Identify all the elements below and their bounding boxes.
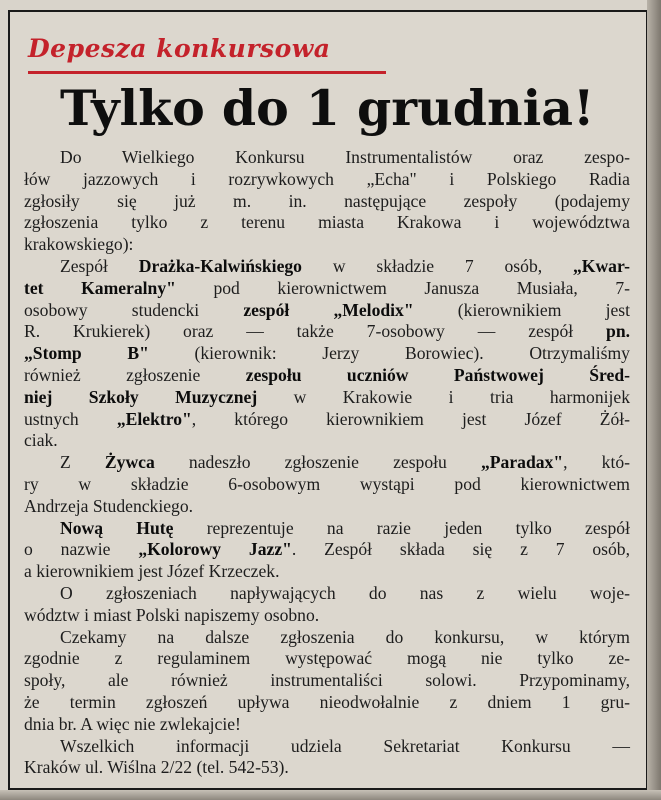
text-run: osobowy studencki (24, 299, 244, 320)
text-line (24, 605, 630, 627)
text-run: że termin zgłoszeń upływa nieodwołalnie z dniem 1 gru- (24, 691, 630, 712)
text-line (24, 300, 630, 322)
text-run: , którego kierownikiem jest Józef Żół- (191, 408, 630, 429)
text-run: Z (60, 452, 105, 473)
text-run: Wszelkich informacji udziela Sekretariat Konkursu — (60, 735, 630, 756)
text-line (24, 430, 630, 452)
article-paragraph (24, 518, 630, 583)
text-line (24, 278, 630, 300)
page-edge-right (647, 0, 661, 800)
page-edge-bottom (0, 790, 661, 800)
text-run: Do Wielkiego Konkursu Instrumentalistów oraz zespo- (60, 147, 630, 167)
text-line (24, 714, 630, 736)
bold-name: Żywca (104, 452, 155, 473)
text-line (24, 496, 630, 518)
text-line (24, 387, 630, 409)
text-run: ry w składzie 6-osobowym wystąpi pod kierownictwem (24, 473, 630, 494)
text-run: (kierownik: Jerzy Borowiec). Otrzymaliśmy (148, 343, 630, 364)
text-run: ustnych (24, 408, 117, 429)
text-run: łów jazzowych i rozrywkowych „Echa" i Polskiego Radia (24, 168, 630, 189)
article-paragraph (24, 452, 630, 517)
bold-name: „Kwar- (572, 255, 630, 276)
kicker-label: Depesza konkursowa (28, 34, 331, 63)
headline: Tylko do 1 grudnia! (60, 79, 595, 137)
text-run: zgodnie z regulaminem występować mogą nie tylko ze- (24, 648, 630, 669)
article-paragraph (24, 147, 630, 256)
text-run: reprezentuje na razie jeden tylko zespół (173, 517, 630, 538)
text-line (24, 561, 630, 583)
text-run: wództw i miast Polski napiszemy osobno. (24, 604, 320, 625)
text-line (24, 736, 630, 758)
text-run: w składzie 7 osób, (301, 255, 573, 276)
text-line (24, 583, 630, 605)
text-run: pod kierownictwem Janusza Musiała, 7- (175, 277, 630, 298)
text-run: zgłoszenia tylko z terenu miasta Krakowa i województwa (24, 212, 630, 233)
text-run: społy, ale również instrumentaliści solowi. Przypominamy, (24, 670, 630, 691)
text-run: ciak. (24, 430, 58, 451)
text-run: Kraków ul. Wiślna 2/22 (tel. 542-53). (24, 757, 289, 778)
text-line (24, 212, 630, 234)
text-line (24, 321, 630, 343)
bold-name: niej Szkoły Muzycznej (24, 386, 258, 407)
text-line (24, 539, 630, 561)
bold-name: tet Kameralny" (24, 277, 176, 298)
text-line (24, 169, 630, 191)
text-line (24, 518, 630, 540)
article-paragraph (24, 736, 630, 780)
text-run: (kierownikiem jest (413, 299, 630, 320)
text-run: Zespół (60, 255, 139, 276)
bold-name: zespołu uczniów Państwowej Śred- (245, 364, 630, 385)
bold-name: „Kolorowy Jazz" (138, 539, 292, 560)
text-line (24, 191, 630, 213)
text-run: Andrzeja Studenckiego. (24, 495, 194, 516)
text-run: Czekamy na dalsze zgłoszenia do konkursu, w którym (60, 626, 630, 647)
text-line (24, 627, 630, 649)
text-line (24, 256, 630, 278)
text-line (24, 648, 630, 670)
text-run: , któ- (563, 452, 631, 473)
article-paragraph (24, 627, 630, 736)
text-run: nadeszło zgłoszenie zespołu (154, 452, 481, 473)
text-line (24, 452, 630, 474)
text-run: zgłosiły się już m. in. następujące zespoły (podajemy (24, 190, 630, 211)
text-line (24, 757, 630, 779)
bold-name: „Stomp B" (24, 343, 149, 364)
text-line (24, 692, 630, 714)
article-paragraph (24, 583, 630, 627)
bold-name: Nową Hutę (60, 517, 174, 538)
bold-name: pn. (606, 321, 630, 342)
article-paragraph (24, 256, 630, 452)
text-run: R. Krukierek) oraz — także 7-osobowy — zespół (24, 321, 607, 342)
text-line (24, 234, 630, 256)
text-run: dnia br. A więc nie zwlekajcie! (24, 713, 241, 734)
text-run: w Krakowie i tria harmonijek (257, 386, 630, 407)
text-line (24, 409, 630, 431)
bold-name: zespół „Melodix" (243, 299, 414, 320)
text-line (24, 670, 630, 692)
bold-name: „Paradax" (481, 452, 564, 473)
bold-name: Drażka-Kalwińskiego (138, 255, 302, 276)
text-line (24, 343, 630, 365)
text-run: a kierownikiem jest Józef Krzeczek. (24, 561, 280, 582)
article-body (24, 147, 630, 779)
text-run: o nazwie (24, 539, 139, 560)
text-line (24, 474, 630, 496)
text-run: . Zespół składa się z 7 osób, (291, 539, 630, 560)
text-run: O zgłoszeniach napływających do nas z wielu woje- (60, 582, 630, 603)
text-run: krakowskiego): (24, 234, 134, 255)
bold-name: „Elektro" (116, 408, 192, 429)
text-run: również zgłoszenie (24, 364, 246, 385)
text-line (24, 147, 630, 169)
kicker-underline (28, 71, 386, 74)
text-line (24, 365, 630, 387)
